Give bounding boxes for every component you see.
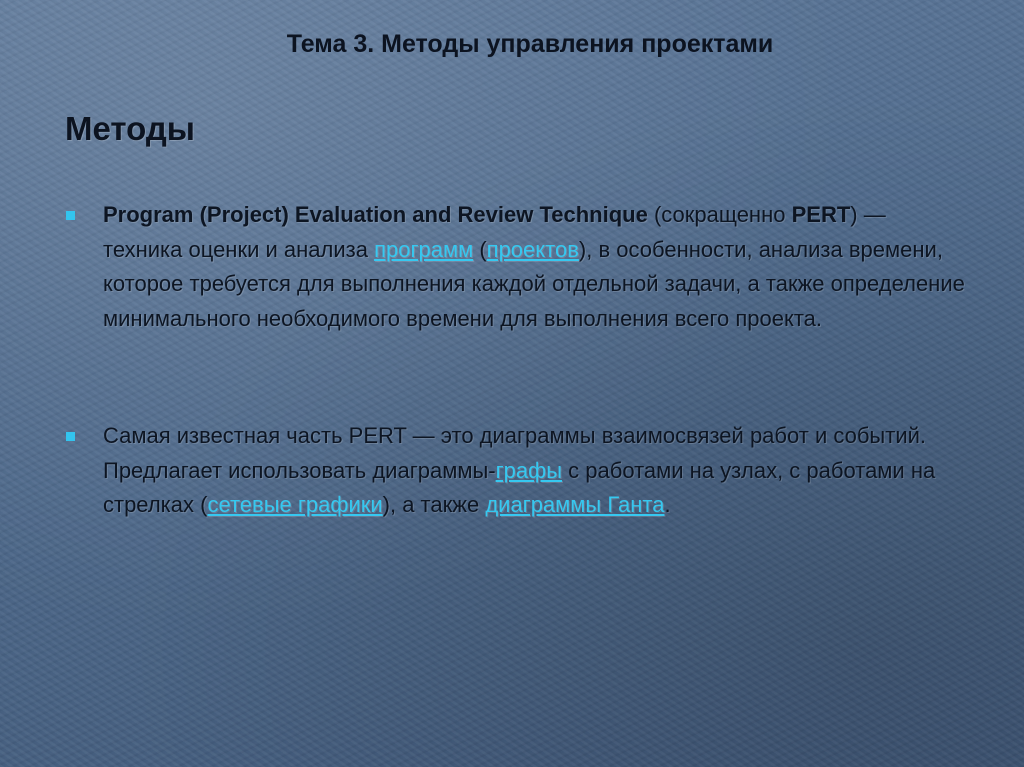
text-segment: . <box>664 492 671 517</box>
text-segment: Самая известная часть PERT — это диаграммы взаимосвязей работ и событий. Предлагает использовать диаграммы- <box>103 423 927 483</box>
link-graphs[interactable]: графы <box>495 457 563 483</box>
bullet-item-pert-diagrams <box>66 419 966 523</box>
link-network-schedules[interactable]: сетевые графики <box>207 492 383 517</box>
link-projects[interactable]: проектов <box>486 236 579 262</box>
link-programs[interactable]: программ <box>374 236 474 262</box>
pert-abbreviation: PERT <box>791 202 851 227</box>
slide-title: Тема 3. Методы управления проектами <box>286 30 774 58</box>
text-segment: ), а также <box>382 492 486 517</box>
bullet-text <box>103 198 966 336</box>
square-bullet-icon <box>66 211 75 220</box>
section-heading: Методы <box>65 110 195 147</box>
bullet-text <box>103 419 966 523</box>
bullet-item-pert-definition <box>66 198 966 336</box>
pert-term: Program (Project) Evaluation and Review Technique <box>103 202 648 227</box>
text-segment: с работами на узлах, с работами на стрелках ( <box>103 457 936 517</box>
text-segment: ( <box>473 236 487 262</box>
link-gantt-charts[interactable]: диаграммы Ганта <box>485 492 665 517</box>
text-segment: ), в особенности, анализа времени, которое требуется для выполнения каждой отдельной задачи, а также определение минимального необходимого времени для выполнения всего проекта. <box>103 236 965 331</box>
square-bullet-icon <box>66 432 75 441</box>
text-segment: (сокращенно <box>647 202 792 227</box>
text-segment: ) — техника оценки и анализа <box>103 202 886 262</box>
